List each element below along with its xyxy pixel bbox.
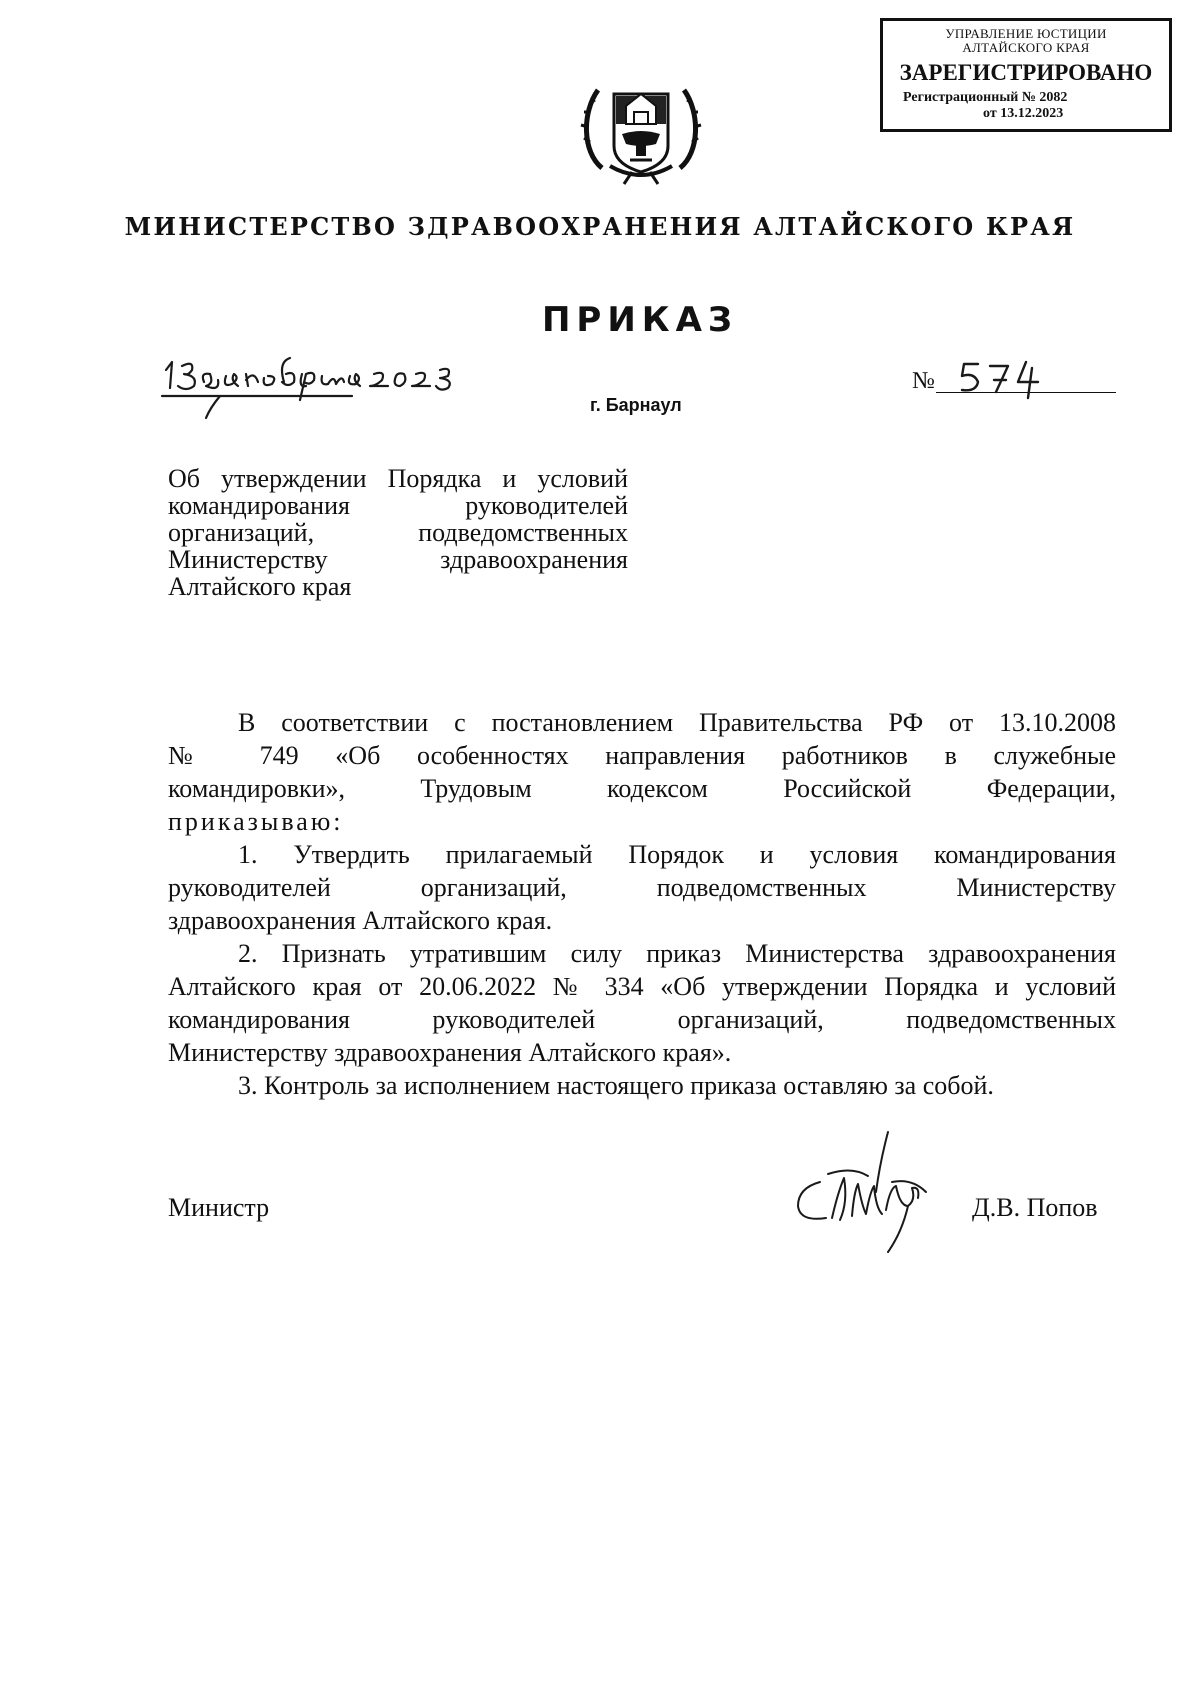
- stamp-line-1: УПРАВЛЕНИЕ ЮСТИЦИИ: [945, 26, 1107, 41]
- city: г. Барнаул: [590, 395, 682, 415]
- body-line: здравоохранения Алтайского края.: [168, 906, 553, 935]
- signer-position: Министр: [168, 1193, 270, 1222]
- body-line: руководителей организаций, подведомственных Министерству: [168, 873, 1116, 902]
- body-line: Алтайского края от 20.06.2022 № 334 «Об утверждении Порядка и условий: [168, 972, 1116, 1001]
- signer-name: Д.В. Попов: [972, 1193, 1098, 1222]
- document-type: ПРИКАЗ: [541, 300, 739, 340]
- body-line: 1. Утвердить прилагаемый Порядок и условия командирования: [238, 840, 1116, 869]
- body-line: № 749 «Об особенностях направления работников в служебные: [168, 741, 1116, 770]
- ministry-title: МИНИСТЕРСТВО ЗДРАВООХРАНЕНИЯ АЛТАЙСКОГО КРАЯ: [124, 212, 1076, 241]
- body-line: приказываю:: [168, 807, 344, 836]
- body-line: Министерству здравоохранения Алтайского края».: [168, 1038, 732, 1067]
- handwritten-signature-icon: [792, 1122, 942, 1257]
- subject-line: командирования руководителей: [168, 491, 628, 520]
- subject-line: Министерству здравоохранения: [168, 545, 628, 574]
- stamp-line-2: АЛТАЙСКОГО КРАЯ: [962, 40, 1090, 55]
- stamp-reg-date: от 13.12.2023: [983, 106, 1064, 121]
- body-line: 3. Контроль за исполнением настоящего приказа оставляю за собой.: [238, 1071, 994, 1100]
- handwritten-order-number-icon: [956, 354, 1076, 404]
- handwritten-date-icon: [160, 352, 490, 420]
- coat-of-arms-icon: [580, 72, 702, 186]
- registration-stamp: [880, 18, 1172, 132]
- subject-line: организаций, подведомственных: [168, 518, 628, 547]
- subject-line: Об утверждении Порядка и условий: [168, 464, 628, 493]
- order-number-label: №: [912, 368, 935, 394]
- body-line: 2. Признать утратившим силу приказ Министерства здравоохранения: [238, 939, 1116, 968]
- body-line: командирования руководителей организаций, подведомственных: [168, 1005, 1116, 1034]
- stamp-reg-number: Регистрационный № 2082: [903, 90, 1068, 105]
- body-line: командировки», Трудовым кодексом Российской Федерации,: [168, 774, 1116, 803]
- stamp-status: ЗАРЕГИСТРИРОВАНО: [899, 60, 1153, 85]
- subject-line: Алтайского края: [168, 572, 352, 601]
- body-line: В соответствии с постановлением Правительства РФ от 13.10.2008: [238, 708, 1116, 737]
